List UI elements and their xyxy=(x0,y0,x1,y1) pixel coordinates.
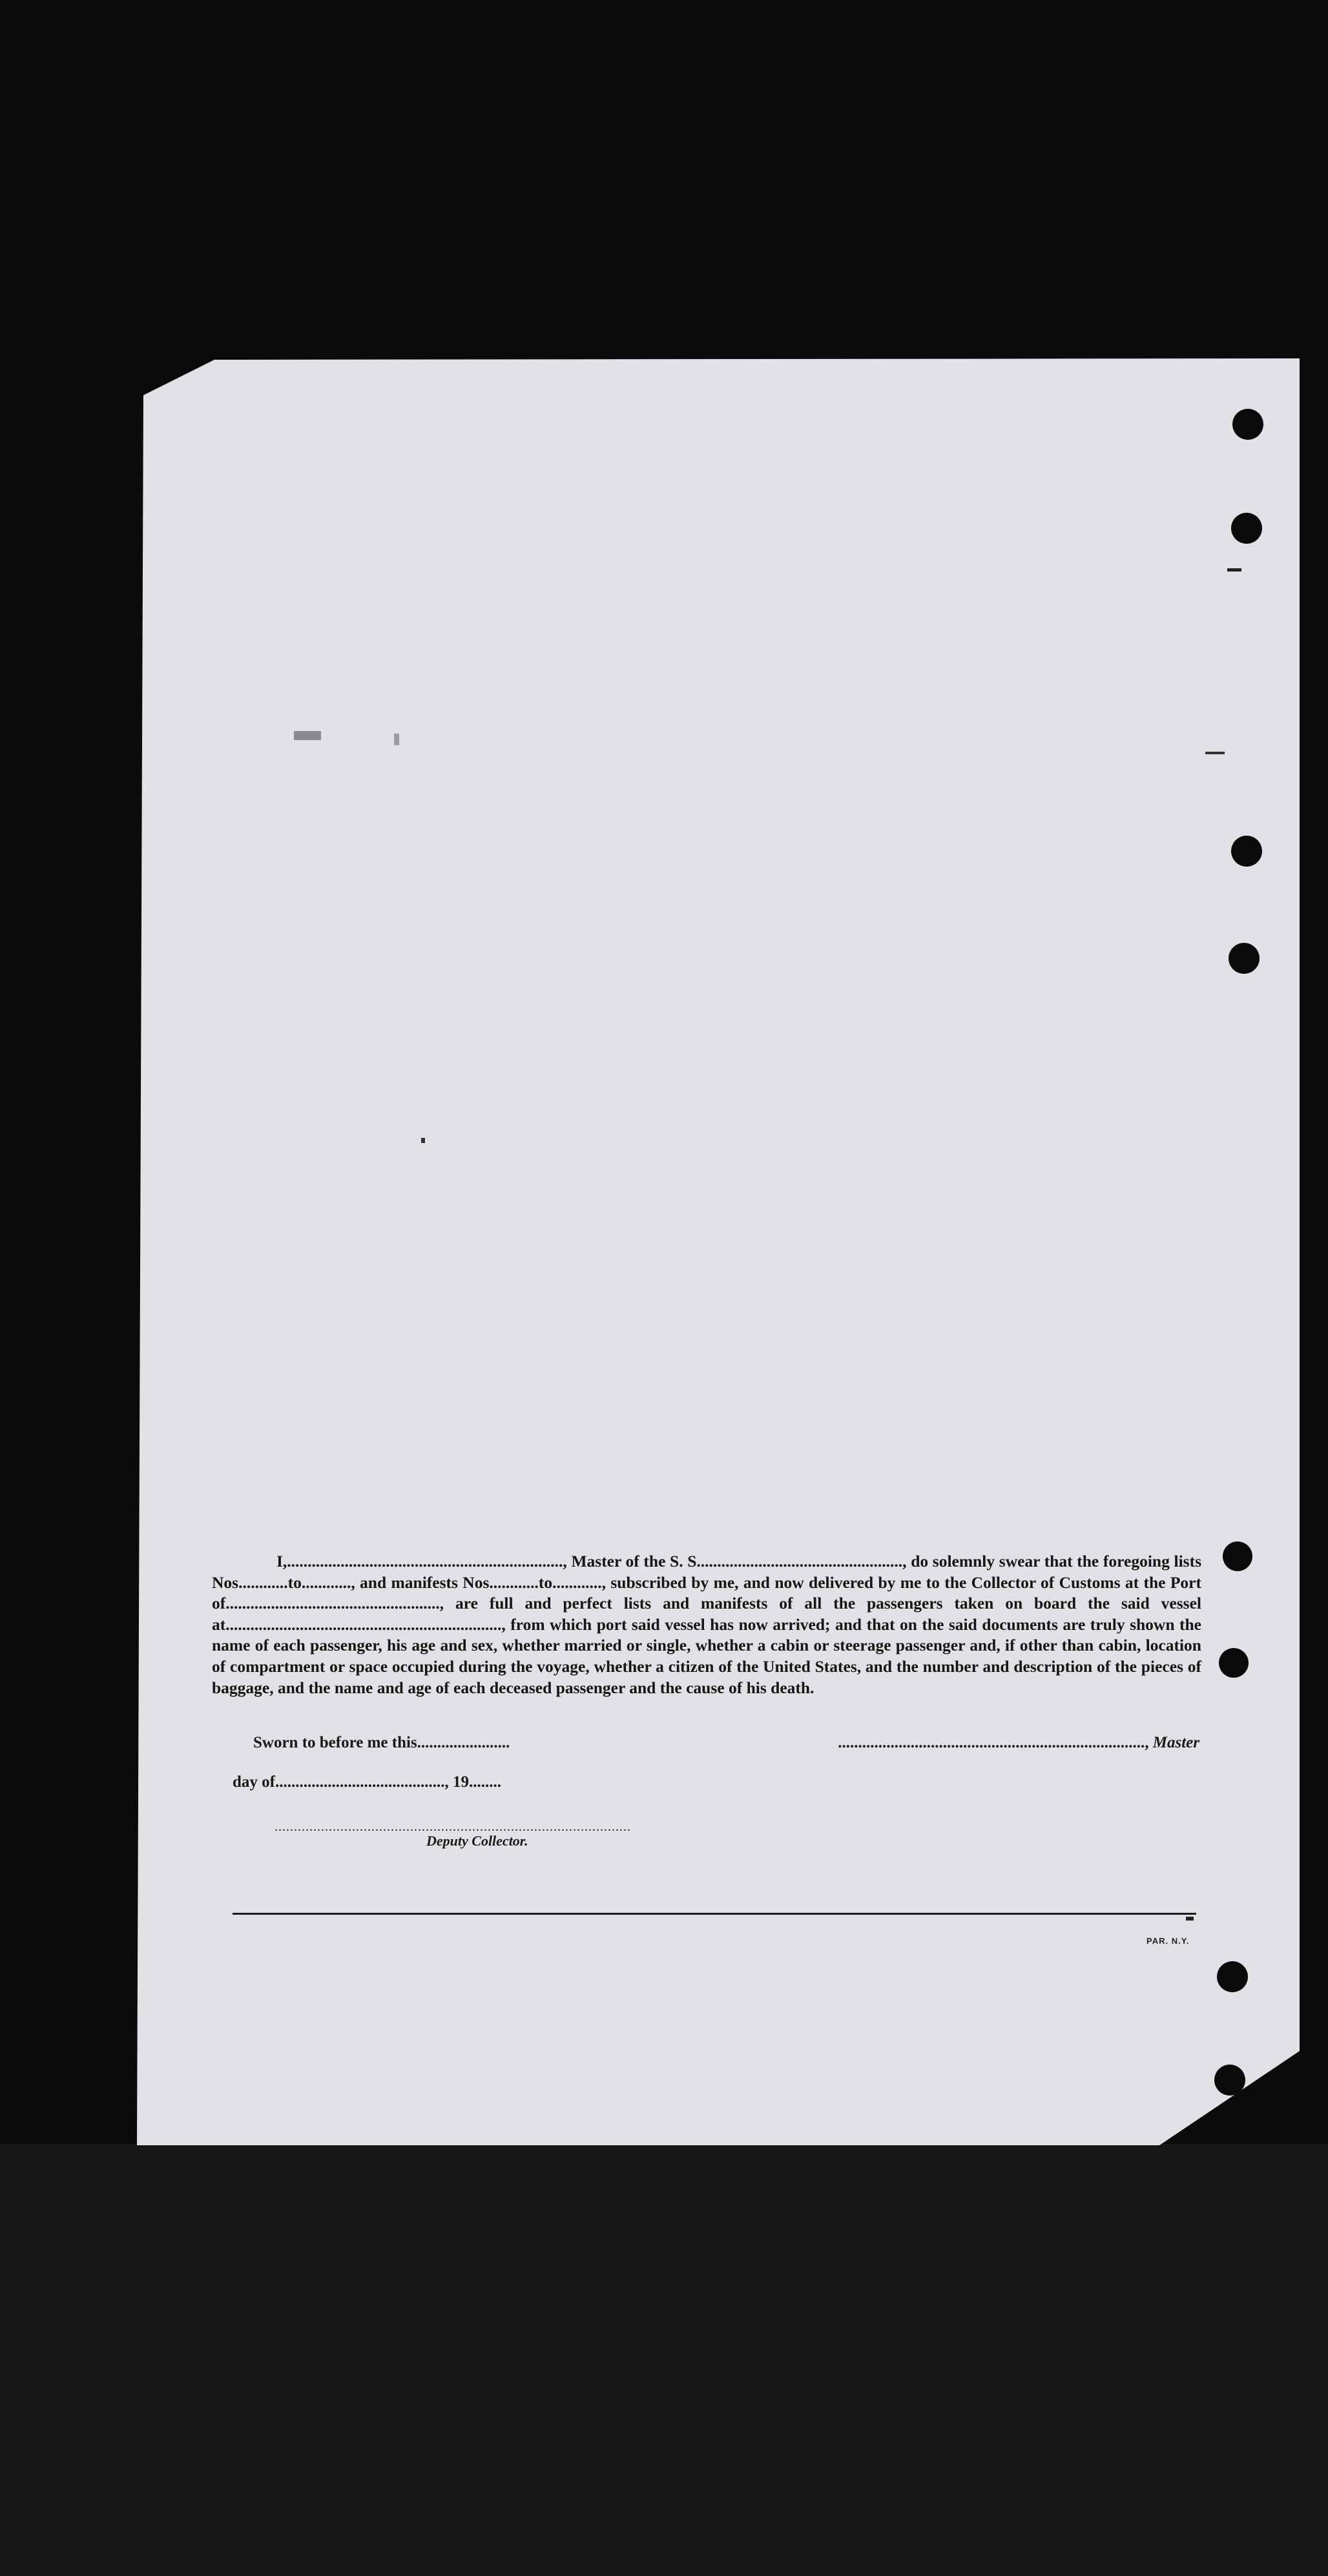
punch-hole xyxy=(1223,1541,1252,1571)
printer-mark: PAR. N.Y. xyxy=(1146,1936,1190,1946)
master-signature-line xyxy=(801,1734,1199,1752)
punch-hole xyxy=(1214,2065,1245,2096)
punch-hole xyxy=(1231,836,1262,867)
oath-text: I,..................................................................., Master of the S. S.................................................., do solemnly swear that the foregoing lists Nos............to............, and manifests Nos............to............, subscribed by me, and now delivered by me to the Collector of Customs at the Port of...................................................., are full and perfect lists and manifests of all the passengers taken on board the said vessel at..................................................................., from which port said vessel has now arrived; and that on the said documents are truly shown the name of each passenger, his age and sex, whether married or single, whether a cabin or steerage passenger and, if other than cabin, location of compartment or space occupied during the voyage, whether a citizen of the United States, and the number and description of the pieces of baggage, and the name and age of each deceased passenger and the cause of his death. xyxy=(212,1552,1201,1697)
deputy-collector-label: Deputy Collector. xyxy=(426,1833,528,1849)
ink-speck xyxy=(1205,752,1225,754)
sworn-line: Sworn to before me this....................... xyxy=(253,1734,510,1751)
ink-speck xyxy=(1186,1917,1194,1921)
punch-hole xyxy=(1217,1961,1248,1992)
oath-paragraph xyxy=(212,1551,1201,1698)
ink-speck xyxy=(294,731,321,740)
footer-rule xyxy=(233,1913,1196,1915)
deputy-signature-dots: ............................................................................................ xyxy=(275,1820,631,1834)
punch-hole xyxy=(1229,943,1260,974)
paper xyxy=(137,358,1300,2145)
date-line: day of.........................................., 19........ xyxy=(233,1773,501,1791)
ink-speck xyxy=(1227,568,1241,572)
master-dots: ............................................................................, xyxy=(838,1734,1149,1751)
punch-hole xyxy=(1219,1648,1249,1678)
master-label: Master xyxy=(1152,1734,1199,1751)
ink-speck xyxy=(421,1138,425,1143)
punch-hole xyxy=(1231,513,1262,544)
punch-hole xyxy=(1232,409,1263,440)
ink-speck xyxy=(394,734,399,745)
